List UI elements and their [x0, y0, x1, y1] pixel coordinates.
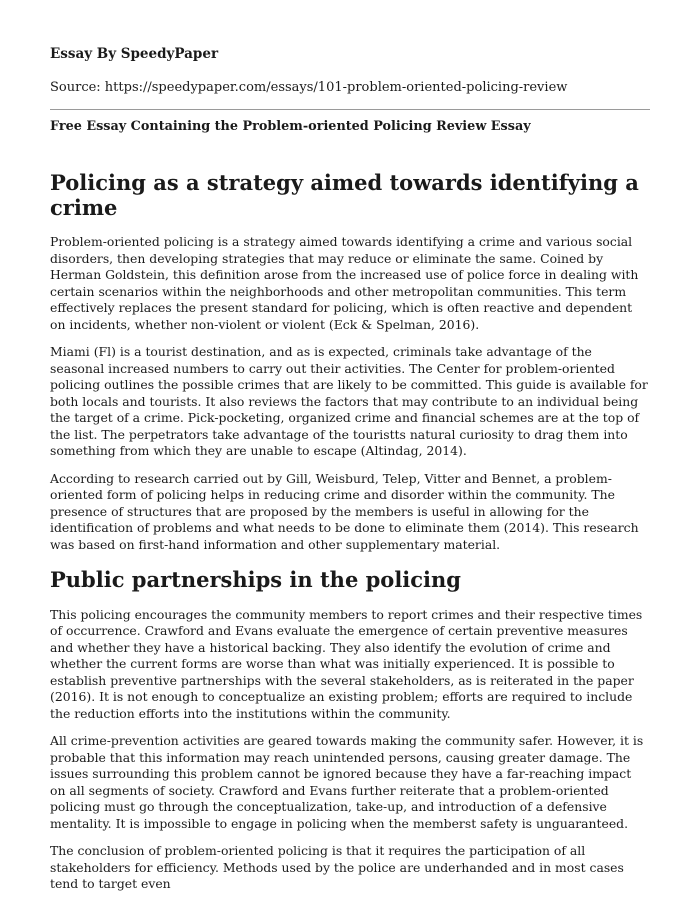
section-heading: Public partnerships in the policing	[50, 567, 461, 593]
divider	[50, 109, 650, 110]
source-line: Source: https://speedypaper.com/essays/101-problem-oriented-policing-review	[50, 80, 568, 95]
paragraph: The conclusion of problem-oriented policing is that it requires the participation of all stakeholders for efficiency. Methods used by the police are underhanded and in most cases tend to target even	[50, 843, 624, 892]
paragraph: All crime-prevention activities are geared towards making the community safer. However, it is probable that this information may reach unintended persons, causing greater damage. The issues surrounding this problem cannot be ignored because they have a far-reaching impact on all segments of society. Crawford and Evans further reiterate that a problem-oriented policing must go through the conceptualization, take-up, and introduction of a defensive mentality. It is impossible to engage in policing when the memberst safety is unguaranteed.	[50, 733, 644, 831]
paragraph: According to research carried out by Gill, Weisburd, Telep, Vitter and Bennet, a problem-oriented form of policing helps in reducing crime and disorder within the community. The presence of structures that are proposed by the members is useful in allowing for the identification of problems and what needs to be done to eliminate them (2014). This research was based on first-hand information and other supplementary material.	[50, 470, 639, 552]
essay-body	[50, 170, 650, 904]
paragraph: Problem-oriented policing is a strategy aimed towards identifying a crime and various social disorders, then developing strategies that may reduce or eliminate the same. Coined by Herman Goldstein, this definition arose from the increased use of police force in dealing with certain scenarios within the neighborhoods and other metropolitan communities. This term effectively replaces the present standard for policing, which is often reactive and dependent on incidents, whether non-violent or violent (Eck & Spelman, 2016).	[50, 234, 639, 332]
paragraph: Miami (Fl) is a tourist destination, and as is expected, criminals take advantage of the seasonal increased numbers to carry out their activities. The Center for problem-oriented policing outlines the possible crimes that are likely to be committed. This guide is available for both locals and tourists. It also reviews the factors that may contribute to an individual being the target of a crime. Pick-pocketing, organized crime and financial schemes are at the top of the list. The perpetrators take advantage of the touristts natural curiosity to drag them into something from which they are unable to escape (Altindag, 2014).	[50, 344, 648, 459]
paragraph: This policing encourages the community members to report crimes and their respective times of occurrence. Crawford and Evans evaluate the emergence of certain preventive measures and whether they have a historical backing. They also identify the evolution of crime and whether the current forms are worse than what was initially experienced. It is possible to establish preventive partnerships with the several stakeholders, as is reiterated in the paper (2016). It is not enough to conceptualize an existing problem; efforts are required to include the reduction efforts into the institutions within the community.	[50, 606, 643, 721]
essay-title: Free Essay Containing the Problem-oriented Policing Review Essay	[50, 119, 531, 134]
brand-title: Essay By SpeedyPaper	[50, 46, 219, 62]
section-heading: Policing as a strategy aimed towards identifying a crime	[50, 170, 639, 221]
